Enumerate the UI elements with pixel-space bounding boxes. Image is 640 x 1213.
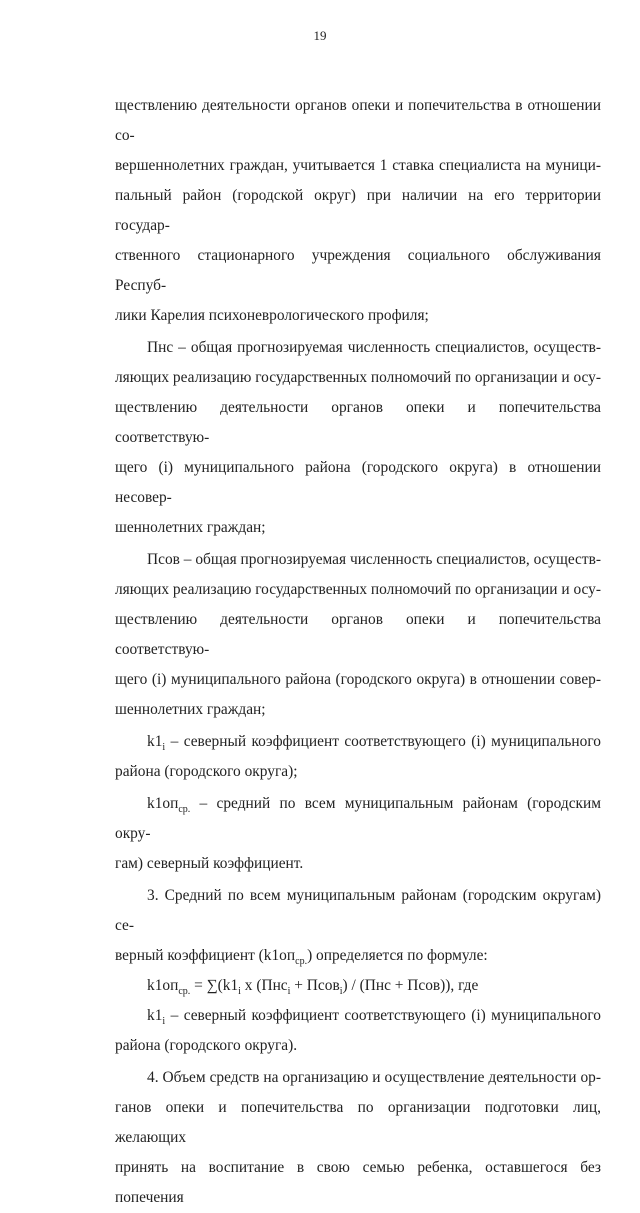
symbol-k1: k1 [147, 1007, 163, 1024]
formula-subscript: i [339, 986, 343, 998]
text-line: вершеннолетних граждан, учитывается 1 ставка специалиста на муници- [115, 157, 601, 174]
text-line: шеннолетних граждан; [115, 701, 266, 718]
text-line: щего (i) муниципального района (городского округа) в отношении несовер- [115, 459, 601, 506]
paragraph-section-3 [115, 881, 601, 971]
paragraph-k1i-definition [115, 727, 601, 787]
formula-subscript: i [287, 986, 291, 998]
formula-part: x (Пнс [240, 977, 288, 994]
text-line [115, 941, 601, 971]
paragraph-k1op-definition [115, 789, 601, 879]
text-line: Пнс – общая прогнозируемая численность специалистов, осуществ- [147, 339, 601, 356]
text-line: ственного стационарного учреждения социального обслуживания Респуб- [115, 247, 601, 294]
subscript-i: i [162, 1016, 166, 1028]
text-line: района (городского округа). [115, 1037, 298, 1054]
symbol-k1: k1 [147, 733, 163, 750]
text-line: района (городского округа); [115, 763, 298, 780]
text-line: принять на воспитание в свою семью ребенка, оставшегося без попечения [115, 1159, 601, 1206]
text-span: ) определяется по формуле: [307, 947, 488, 964]
text-line: щего (i) муниципального района (городского округа) в отношении совер- [115, 671, 601, 688]
text-line: ляющих реализацию государственных полномочий по организации и осу- [115, 581, 601, 598]
formula-subscript: ср. [178, 986, 191, 998]
text-span: верный коэффициент (k1оп [115, 947, 296, 964]
text-line: ществлению деятельности органов опеки и попечительства соответствую- [115, 611, 601, 658]
formula-part: = ∑(k1 [190, 977, 239, 994]
text-line: ществлению деятельности органов опеки и попечительства соответствую- [115, 399, 601, 446]
paragraph-psov-definition [115, 545, 601, 725]
text-span: – северный коэффициент соответствующего (i) муниципального [165, 733, 601, 750]
paragraph-pns-definition [115, 333, 601, 543]
text-line [115, 789, 601, 849]
formula-part: k1оп [147, 977, 179, 994]
formula-part: + Псов [290, 977, 340, 994]
text-line: гам) северный коэффициент. [115, 855, 304, 872]
text-line: 3. Средний по всем муниципальным районам (городским округам) се- [115, 887, 601, 934]
page-content [115, 91, 601, 1213]
text-line: ществлению деятельности органов опеки и попечительства в отношении со- [115, 97, 601, 144]
text-line: Псов – общая прогнозируемая численность специалистов, осуществ- [147, 551, 601, 568]
formula-subscript: i [238, 986, 241, 998]
formula [115, 971, 601, 1001]
text-span: – северный коэффициент соответствующего (i) муниципального [165, 1007, 601, 1024]
text-line: ганов опеки и попечительства по организации подготовки лиц, желающих [115, 1099, 601, 1146]
text-line: шеннолетних граждан; [115, 519, 266, 536]
formula-line [115, 971, 601, 1001]
text-line: ляющих реализацию государственных полномочий по организации и осу- [115, 369, 601, 386]
subscript-sr: ср. [178, 804, 191, 816]
formula-part: ) / (Пнс + Псов)), где [342, 977, 479, 994]
text-span: – средний по всем муниципальным районам (городским окру- [115, 795, 601, 842]
text-line: 4. Объем средств на организацию и осуществление деятельности ор- [147, 1069, 601, 1086]
text-line: пальный район (городской округ) при наличии на его территории государ- [115, 187, 601, 234]
text-line [115, 727, 601, 757]
text-line [115, 1001, 601, 1031]
paragraph-section-4 [115, 1063, 601, 1213]
paragraph-continuation [115, 91, 601, 331]
page-number: 19 [313, 28, 327, 43]
text-line: лики Карелия психоневрологического профиля; [115, 307, 429, 324]
symbol-k1op: k1оп [147, 795, 179, 812]
paragraph-k1i-definition-2 [115, 1001, 601, 1061]
subscript-i: i [162, 742, 166, 754]
subscript-sr: ср. [295, 956, 308, 968]
